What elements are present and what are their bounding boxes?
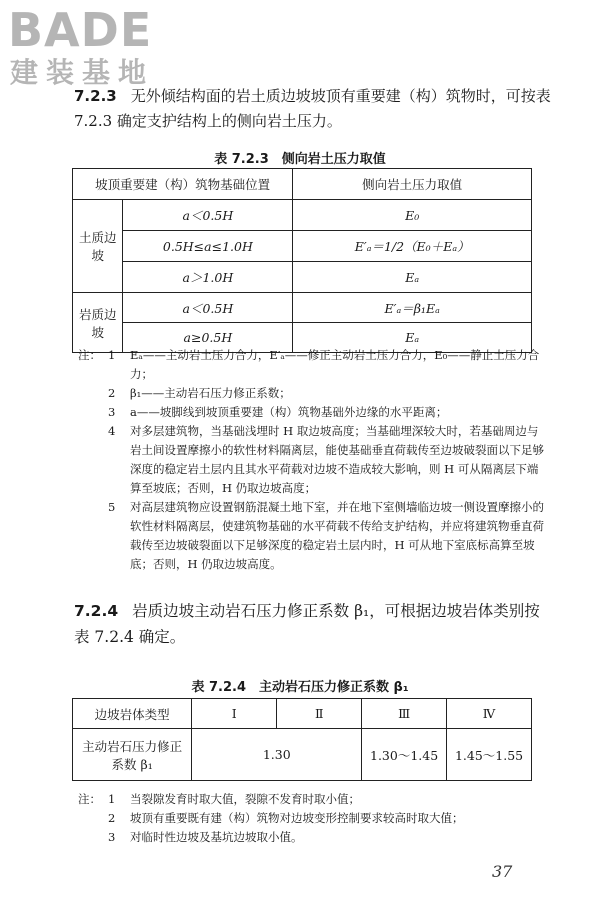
table-cell-position: a≥0.5H [123, 323, 293, 353]
note-item [78, 790, 548, 809]
note-item [78, 828, 548, 847]
section-7-2-3 [74, 84, 552, 134]
note-text: 当裂隙发育时取大值，裂隙不发育时取小值； [130, 792, 360, 806]
table-cell-value: E₀ [293, 200, 532, 231]
note-number: 2 [108, 811, 116, 825]
table-header-value: 侧向岩土压力取值 [293, 169, 532, 200]
section-text: 岩质边坡主动岩石压力修正系数 β₁，可根据边坡岩体类别按表 7.2.4 确定。 [74, 602, 540, 646]
coefficient-value: 1.30 [192, 729, 362, 781]
note-number: 4 [108, 424, 116, 438]
note-number: 3 [108, 405, 116, 419]
note-item [78, 346, 548, 384]
rock-class-header: Ⅲ [362, 699, 447, 729]
coefficient-value: 1.30～1.45 [362, 729, 447, 781]
note-text: Eₐ——主动岩土压力合力，E′ₐ——修正主动岩土压力合力，E₀——静止土压力合力； [130, 348, 540, 381]
note-text: 对临时性边坡及基坑边坡取小值。 [130, 830, 303, 844]
table-7-2-3-caption: 表 7.2.3 侧向岩土压力取值 [214, 152, 386, 167]
notes-label: 注： [78, 348, 101, 362]
section-7-2-4 [74, 598, 552, 650]
note-item [78, 403, 548, 422]
table-cell-value: E′ₐ＝β₁Eₐ [293, 293, 532, 323]
note-text: 对高层建筑物应设置钢筋混凝土地下室，并在地下室侧墙临边坡一侧设置摩擦小的软性材料隔离层，使建筑物基础的水平荷载不传给支护结构，并应将建筑物垂直荷载传至边坡破裂面以下足够深度的稳定岩土层内时，H 可从地下室底标高算至坡底；否则，H 仍取边坡高度。 [130, 500, 544, 571]
table-cell-position: a＜0.5H [123, 293, 293, 323]
page-number: 37 [492, 862, 513, 881]
table-cell-position: 0.5H≤a≤1.0H [123, 231, 293, 262]
note-text: 对多层建筑物，当基础浅埋时 H 取边坡高度；当基础埋深较大时，若基础周边与岩土间设置摩擦小的软性材料隔离层，能使基础垂直荷载传至边坡破裂面以下足够深度的稳定岩土层内且其水平荷载对边坡不造成较大影响，则 H 可从隔离层下端算至坡底；否则，H 仍取边坡高度； [130, 424, 544, 495]
coefficient-value: 1.45～1.55 [447, 729, 532, 781]
note-number: 1 [108, 348, 116, 362]
note-text: β₁——主动岩石压力修正系数； [130, 386, 291, 400]
note-number: 5 [108, 500, 116, 514]
note-item [78, 498, 548, 574]
section-number: 7.2.3 [74, 87, 117, 105]
table-header-rock-type: 边坡岩体类型 [73, 699, 192, 729]
section-number: 7.2.4 [74, 602, 119, 620]
note-item [78, 422, 548, 498]
table-lateral-pressure [72, 168, 532, 353]
note-number: 3 [108, 830, 116, 844]
table-header-position: 坡顶重要建（构）筑物基础位置 [73, 169, 293, 200]
table-cell-value: E′ₐ＝1/2（E₀＋Eₐ） [293, 231, 532, 262]
notes-label: 注： [78, 792, 101, 806]
section-text: 无外倾结构面的岩土质边坡坡顶有重要建（构）筑物时，可按表 7.2.3 确定支护结构上的侧向岩土压力。 [74, 87, 551, 130]
rock-class-header: Ⅰ [192, 699, 277, 729]
rock-class-header: Ⅳ [447, 699, 532, 729]
logo-latin-text: BADE [8, 3, 153, 57]
note-item [78, 809, 548, 828]
logo [8, 4, 178, 96]
group-soil-slope: 土质边坡 [73, 200, 123, 293]
group-rock-slope: 岩质边坡 [73, 293, 123, 353]
table-7-2-4-notes [78, 790, 548, 847]
table-rock-pressure-coefficient [72, 698, 532, 781]
logo-cjk-text: 建装基地 [10, 56, 155, 89]
table-7-2-4-caption: 表 7.2.4 主动岩石压力修正系数 β₁ [191, 680, 409, 695]
table-row-label: 主动岩石压力修正系数 β₁ [73, 729, 192, 781]
note-text: 坡顶有重要既有建（构）筑物对边坡变形控制要求较高时取大值； [130, 811, 464, 825]
note-number: 2 [108, 386, 116, 400]
note-item [78, 384, 548, 403]
table-cell-position: a＜0.5H [123, 200, 293, 231]
note-text: a——坡脚线到坡顶重要建（构）筑物基础外边缘的水平距离； [130, 405, 448, 419]
rock-class-header: Ⅱ [277, 699, 362, 729]
table-cell-position: a＞1.0H [123, 262, 293, 293]
table-cell-value: Eₐ [293, 262, 532, 293]
table-7-2-3-notes [78, 346, 548, 574]
table-cell-value: Eₐ [293, 323, 532, 353]
note-number: 1 [108, 792, 116, 806]
